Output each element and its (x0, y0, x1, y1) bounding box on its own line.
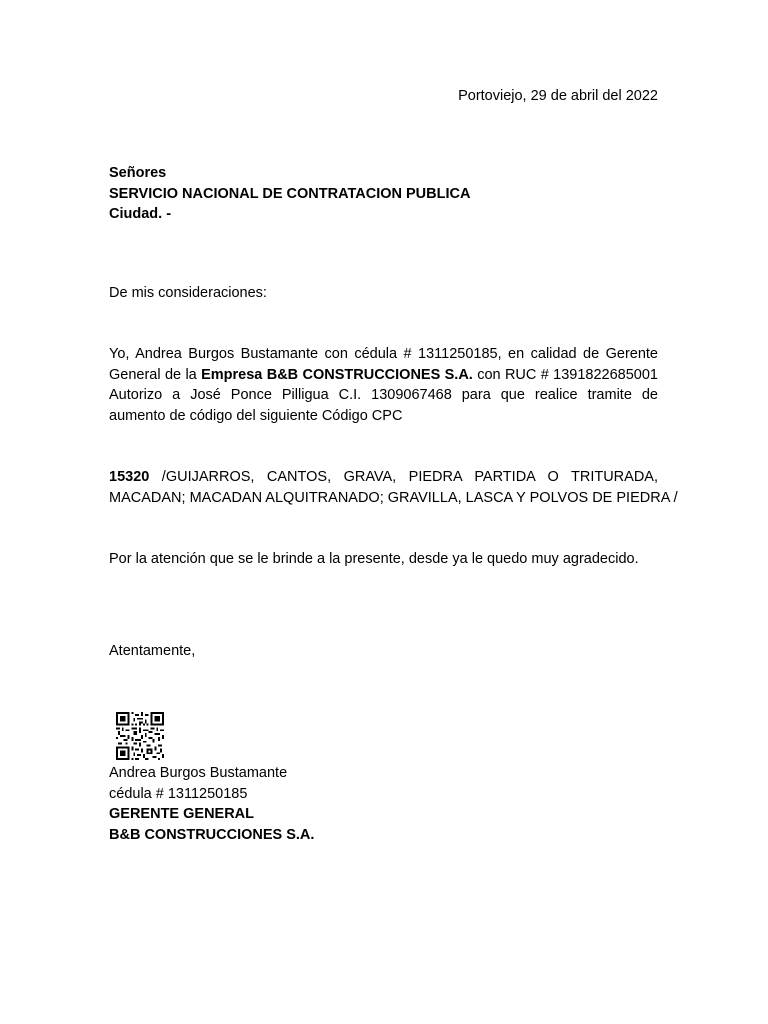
body-line-1: Yo, Andrea Burgos Bustamante con cédula # 1311250185, en calidad de Gerente (109, 346, 658, 362)
place-date: Portoviejo, 29 de abril del 2022 (458, 88, 658, 104)
body-line-2 (109, 365, 658, 386)
signatory-company: B&B CONSTRUCCIONES S.A. (109, 826, 315, 843)
code-line-2: MACADAN; MACADAN ALQUITRANADO; GRAVILLA, LASCA Y POLVOS DE PIEDRA / (109, 489, 678, 506)
body-line-2-pre: General de la (109, 366, 202, 383)
signatory-id: cédula # 1311250185 (109, 785, 248, 802)
signatory-title: GERENTE GENERAL (109, 806, 255, 822)
qr-code-icon (116, 712, 164, 760)
body-line-4: aumento de código del siguiente Código CPC (109, 407, 403, 424)
addressee-city: Ciudad. - (109, 206, 172, 222)
cpc-code-number: 15320 (109, 469, 150, 485)
body-line-2-post: con RUC # 1391822685001 (472, 366, 658, 383)
addressee-block (109, 163, 658, 225)
cpc-code-paragraph (109, 467, 678, 508)
addressee-organization: SERVICIO NACIONAL DE CONTRATACION PUBLICA (109, 185, 471, 202)
code-line-1 (109, 467, 658, 488)
closing-paragraph: Por la atención que se le brinde a la presente, desde ya le quedo muy agradecido. (109, 551, 639, 567)
authorization-paragraph (109, 344, 658, 426)
company-name-bold: Empresa B&B CONSTRUCCIONES S.A. (201, 366, 473, 383)
signature-block (109, 763, 658, 845)
farewell: Atentamente, (109, 643, 196, 659)
body-line-3: Autorizo a José Ponce Pilligua C.I. 1309067468 para que realice tramite de (109, 387, 658, 403)
cpc-code-desc-1: /GUIJARROS, CANTOS, GRAVA, PIEDRA PARTIDA O TRITURADA, (149, 469, 658, 485)
greeting: De mis consideraciones: (109, 285, 267, 301)
addressee-salutation: Señores (109, 165, 167, 181)
signatory-name: Andrea Burgos Bustamante (109, 765, 288, 781)
